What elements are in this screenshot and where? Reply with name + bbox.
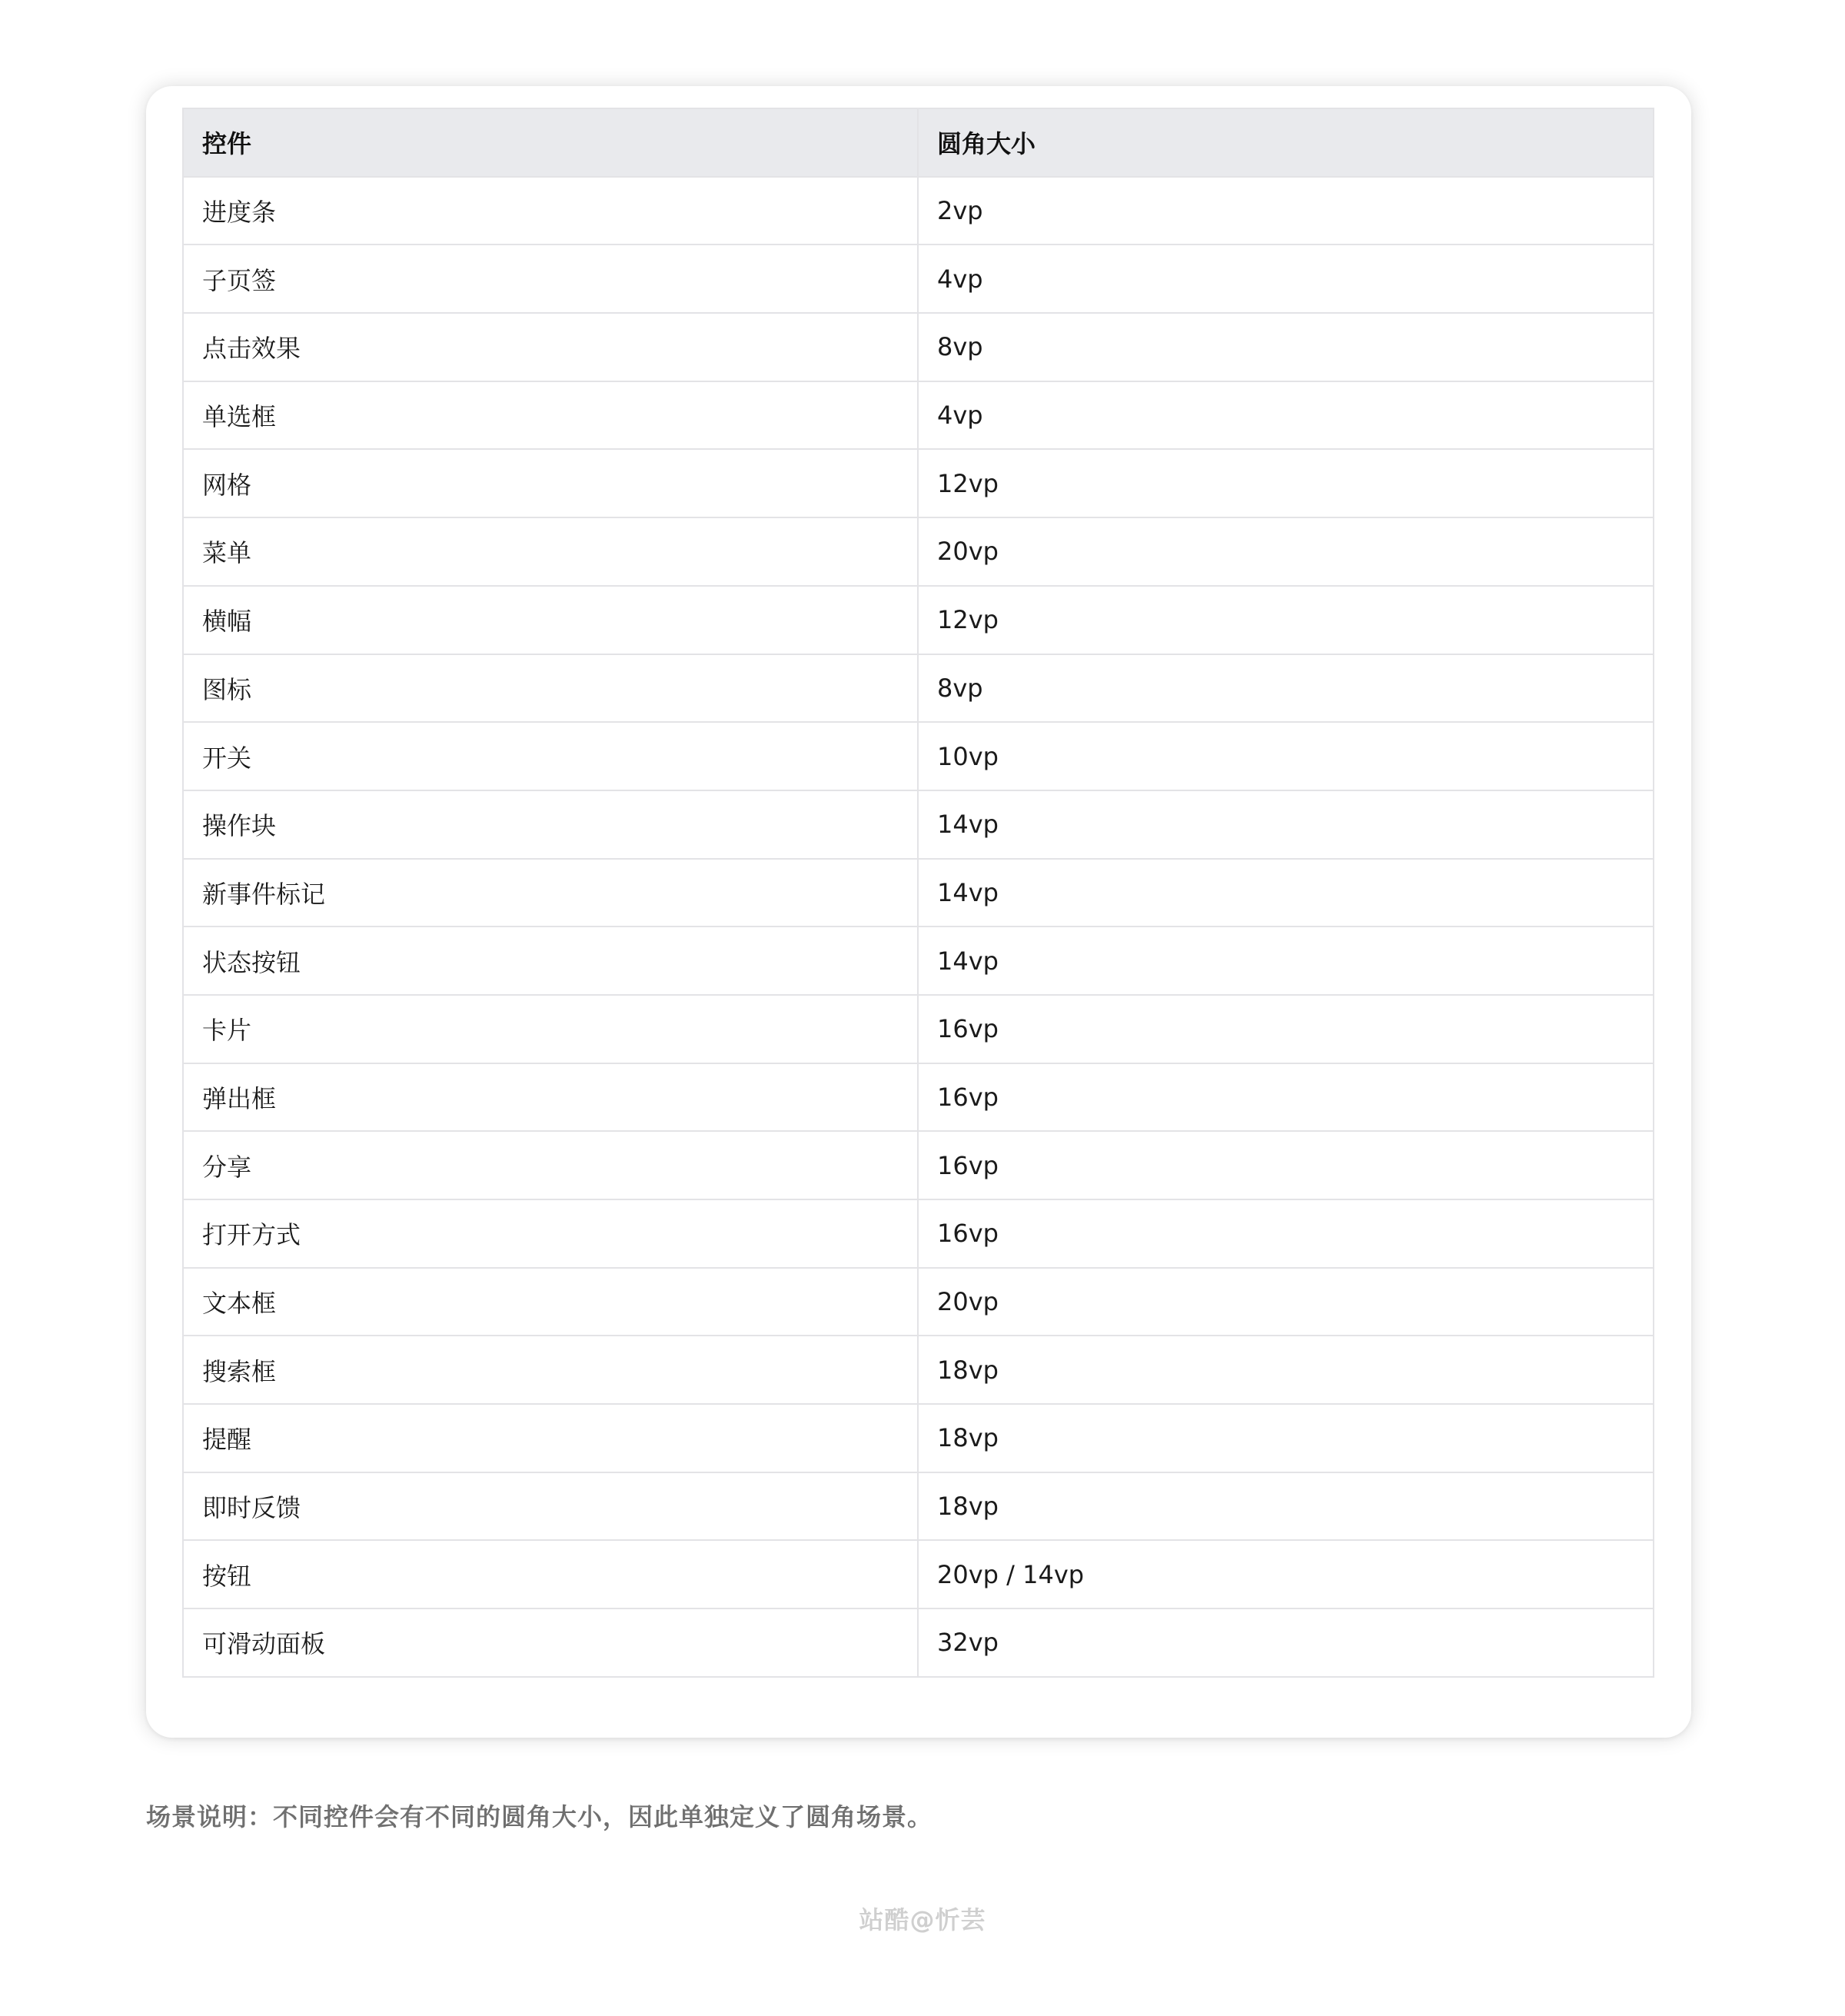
- table-row: [183, 1268, 1654, 1336]
- table-row: [183, 926, 1654, 995]
- table-row: [183, 790, 1654, 859]
- cell-radius: 14vp: [918, 859, 1654, 927]
- cell-radius: 8vp: [918, 313, 1654, 381]
- cell-control: 卡片: [183, 995, 918, 1063]
- cell-radius: 2vp: [918, 177, 1654, 245]
- table-row: [183, 517, 1654, 586]
- cell-radius: 16vp: [918, 1063, 1654, 1132]
- scene-caption: 场景说明：不同控件会有不同的圆角大小，因此单独定义了圆角场景。: [146, 1802, 933, 1831]
- cell-control: 分享: [183, 1131, 918, 1199]
- watermark: 站酷@忻芸: [859, 1905, 986, 1934]
- cell-radius: 16vp: [918, 1199, 1654, 1268]
- cell-radius: 18vp: [918, 1336, 1654, 1404]
- cell-radius: 14vp: [918, 926, 1654, 995]
- table-header-row: [183, 108, 1654, 177]
- cell-control: 新事件标记: [183, 859, 918, 927]
- cell-radius: 32vp: [918, 1608, 1654, 1677]
- table-row: [183, 245, 1654, 313]
- table-row: [183, 177, 1654, 245]
- cell-radius: 10vp: [918, 722, 1654, 790]
- cell-radius: 18vp: [918, 1472, 1654, 1541]
- header-radius: 圆角大小: [918, 108, 1654, 177]
- cell-radius: 12vp: [918, 449, 1654, 517]
- cell-control: 开关: [183, 722, 918, 790]
- cell-control: 打开方式: [183, 1199, 918, 1268]
- table-row: [183, 1131, 1654, 1199]
- cell-control: 单选框: [183, 381, 918, 450]
- cell-control: 菜单: [183, 517, 918, 586]
- cell-control: 搜索框: [183, 1336, 918, 1404]
- table-row: [183, 313, 1654, 381]
- table-row: [183, 449, 1654, 517]
- cell-control: 横幅: [183, 586, 918, 654]
- cell-control: 网格: [183, 449, 918, 517]
- cell-radius: 20vp / 14vp: [918, 1540, 1654, 1608]
- table-row: [183, 1404, 1654, 1472]
- table-row: [183, 1540, 1654, 1608]
- cell-radius: 4vp: [918, 381, 1654, 450]
- header-control: 控件: [183, 108, 918, 177]
- cell-control: 状态按钮: [183, 926, 918, 995]
- cell-control: 提醒: [183, 1404, 918, 1472]
- cell-radius: 20vp: [918, 1268, 1654, 1336]
- cell-control: 子页签: [183, 245, 918, 313]
- cell-control: 文本框: [183, 1268, 918, 1336]
- cell-control: 点击效果: [183, 313, 918, 381]
- cell-radius: 12vp: [918, 586, 1654, 654]
- cell-control: 按钮: [183, 1540, 918, 1608]
- table-row: [183, 722, 1654, 790]
- table-row: [183, 381, 1654, 450]
- cell-radius: 4vp: [918, 245, 1654, 313]
- cell-control: 可滑动面板: [183, 1608, 918, 1677]
- cell-control: 即时反馈: [183, 1472, 918, 1541]
- cell-radius: 16vp: [918, 995, 1654, 1063]
- table-row: [183, 1063, 1654, 1132]
- cell-radius: 20vp: [918, 517, 1654, 586]
- cell-control: 图标: [183, 654, 918, 723]
- cell-control: 进度条: [183, 177, 918, 245]
- table-row: [183, 1608, 1654, 1677]
- cell-radius: 16vp: [918, 1131, 1654, 1199]
- table-row: [183, 586, 1654, 654]
- cell-radius: 18vp: [918, 1404, 1654, 1472]
- table-row: [183, 654, 1654, 723]
- table-row: [183, 1336, 1654, 1404]
- table-row: [183, 859, 1654, 927]
- cell-radius: 14vp: [918, 790, 1654, 859]
- cell-control: 弹出框: [183, 1063, 918, 1132]
- table-card: [146, 86, 1691, 1738]
- corner-radius-table: [182, 108, 1654, 1678]
- table-row: [183, 995, 1654, 1063]
- cell-radius: 8vp: [918, 654, 1654, 723]
- table-row: [183, 1472, 1654, 1541]
- table-row: [183, 1199, 1654, 1268]
- cell-control: 操作块: [183, 790, 918, 859]
